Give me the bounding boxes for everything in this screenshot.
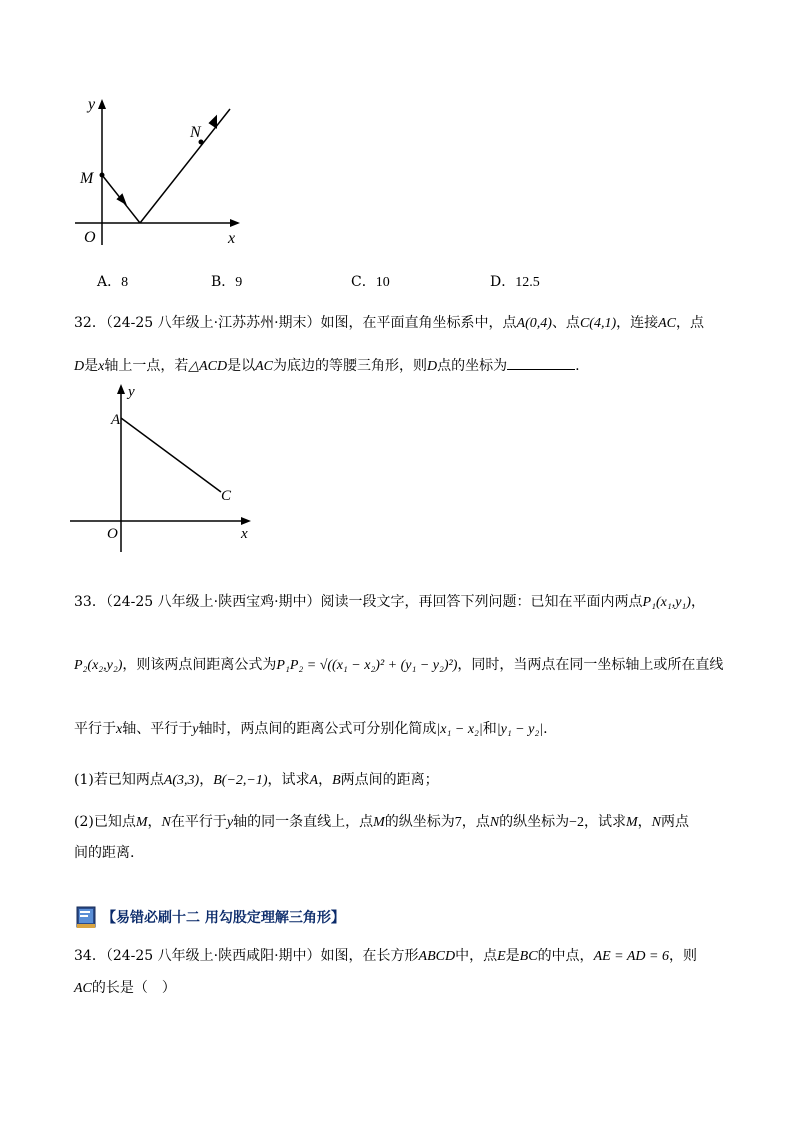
q32-triangle: △ACD <box>188 359 228 374</box>
q33-n-2: N <box>489 815 500 830</box>
figure-reflection-path <box>70 95 250 255</box>
q33-m-3: M <box>626 815 638 830</box>
q33-sub2-text-1: (2)已知点 <box>74 814 136 830</box>
q33-sub1-comma: ， <box>199 772 214 788</box>
q33-point-p2: P₂(x₂,y₂) <box>74 658 123 673</box>
q33-m: M <box>135 815 148 830</box>
q33-a: A <box>309 773 319 788</box>
q32-answer-blank[interactable] <box>507 357 575 370</box>
q33-sub2-text-5: ，点 <box>461 814 490 830</box>
section-header <box>74 903 345 931</box>
q33-text-4b: 轴、平行于 <box>122 721 193 737</box>
q33-text-4a: 平行于 <box>74 721 116 737</box>
q33-point-a: A(3,3) <box>163 773 200 788</box>
q33-line3 <box>74 719 548 740</box>
q33-sub2-text-8: 两点 <box>661 814 690 830</box>
q33-point-b: B(−2,−1) <box>213 773 268 788</box>
q34-text-4: 的中点， <box>537 948 594 964</box>
q33-sub2-comma-2: ， <box>637 814 652 830</box>
q33-and: 和 <box>482 721 497 737</box>
q32-number: 32． <box>74 315 106 331</box>
q33-sub2-text-4: 的纵坐标为 <box>384 814 455 830</box>
q34-line2 <box>74 978 176 999</box>
choice-c <box>351 272 390 293</box>
q34-line1 <box>74 946 697 967</box>
x-axis-label: x <box>241 526 248 542</box>
q34-ac: AC <box>74 981 92 996</box>
q33-text-3: ，同时，当两点在同一坐标轴上或所在直线 <box>457 657 724 673</box>
choice-d-label: D． <box>490 274 516 290</box>
figure-q32 <box>65 380 265 555</box>
q33-x: x <box>116 722 123 737</box>
q32-point-c: C(4,1) <box>579 316 617 331</box>
q32-text-6: 轴上一点，若 <box>104 358 189 374</box>
q33-source: （24-25 八年级上·陕西宝鸡·期中） <box>105 594 321 610</box>
q32-text-2: 、点 <box>551 315 580 331</box>
y-axis-label: y <box>128 384 135 400</box>
choice-d <box>490 272 540 293</box>
q33-sub1-text-3: 两点间的距离； <box>340 772 439 788</box>
q33-sub2-text-6: 的纵坐标为 <box>499 814 570 830</box>
choice-a <box>97 272 128 293</box>
q32-segment-ac: AC <box>658 316 676 331</box>
q33-sub2-comma: ， <box>147 814 162 830</box>
point-a-label: A <box>111 412 121 428</box>
q32-d-2: D <box>427 359 438 374</box>
book-icon <box>74 904 98 930</box>
choice-b <box>211 272 242 293</box>
q33-period: . <box>543 721 548 737</box>
q34-text-5: ，则 <box>668 948 697 964</box>
q33-y: y <box>192 722 199 737</box>
q32-text-8: 为底边的等腰三角形，则 <box>273 358 428 374</box>
q33-distance-formula: P₁P₂ = √((x₁ − x₂)² + (y₁ − y₂)²) <box>276 658 458 673</box>
q33-sub2-text-7: ，试求 <box>584 814 626 830</box>
y-axis-label: y <box>88 96 96 113</box>
q33-sub2-line2 <box>74 843 134 863</box>
q33-sub1-text-1: (1)若已知两点 <box>74 772 164 788</box>
q33-sub1 <box>74 770 439 791</box>
choice-c-value: 10 <box>375 275 390 290</box>
q33-sub2 <box>74 812 689 833</box>
q32-period: . <box>575 358 580 374</box>
q34-text-3: 是 <box>505 948 520 964</box>
choice-b-label: B． <box>211 274 236 290</box>
q34-text-1: 如图，在长方形 <box>320 948 419 964</box>
choice-d-value: 12.5 <box>515 275 540 290</box>
choice-a-value: 8 <box>121 275 129 290</box>
q33-sub1-text-2: ，试求 <box>267 772 310 788</box>
q33-sub2-text-2: 在平行于 <box>170 814 227 830</box>
q34-e: E <box>497 949 506 964</box>
choice-b-value: 9 <box>235 275 243 290</box>
q32-d: D <box>74 359 85 374</box>
q34-text-2: 中，点 <box>455 948 498 964</box>
q32-text-9: 点的坐标为 <box>437 358 508 374</box>
q33-sub1-comma-2: ， <box>318 772 333 788</box>
point-m-label: M <box>80 170 94 187</box>
q33-abs-x: |x₁ − x₂| <box>436 722 483 737</box>
q32-text-4: ，点 <box>676 315 704 331</box>
origin-label: O <box>84 229 96 246</box>
q33-text-2: ，则该两点间距离公式为 <box>122 657 277 673</box>
q33-text-4c: 轴时，两点间的距离公式可分别化简成 <box>198 721 437 737</box>
choice-a-label: A． <box>97 274 122 290</box>
q34-number: 34． <box>74 948 106 964</box>
q32-text-5: 是 <box>84 358 99 374</box>
q32-segment-ac-2: AC <box>255 359 274 374</box>
q33-sub2-text-9: 间的距离. <box>74 845 135 861</box>
q34-rectangle: ABCD <box>418 949 456 964</box>
q32-text-3: ，连接 <box>616 315 659 331</box>
q33-number: 33． <box>74 594 106 610</box>
q33-value-neg2: −2 <box>569 815 584 830</box>
q32-point-a: A(0,4) <box>516 316 552 331</box>
q32-line1 <box>74 313 704 334</box>
point-c-label: C <box>221 488 232 504</box>
q33-point-p1: P₁(x₁,y₁) <box>642 595 691 610</box>
section-title: 【易错必刷十二 用勾股定理解三角形】 <box>102 910 345 926</box>
q32-source: （24-25 八年级上·江苏苏州·期末） <box>105 315 321 331</box>
q34-equation: AE = AD = 6 <box>593 949 669 964</box>
q33-line2 <box>74 655 723 676</box>
q33-line1 <box>74 592 705 613</box>
q32-text-1: 如图，在平面直角坐标系中，点 <box>320 315 517 331</box>
q33-sub2-text-3: 轴的同一条直线上，点 <box>233 814 374 830</box>
origin-label: O <box>107 526 118 542</box>
q33-m-2: M <box>373 815 385 830</box>
q32-text-7: 是以 <box>227 358 256 374</box>
q32-line2 <box>74 356 580 377</box>
q33-value-7: 7 <box>454 815 462 830</box>
q33-n-3: N <box>651 815 662 830</box>
q33-text-1: 阅读一段文字，再回答下列问题：已知在平面内两点 <box>320 594 643 610</box>
choice-c-label: C． <box>351 274 376 290</box>
q34-text-6: 的长是（ ） <box>91 980 176 996</box>
q33-b: B <box>332 773 341 788</box>
q34-bc: BC <box>519 949 538 964</box>
q33-n: N <box>161 815 171 830</box>
x-axis-label: x <box>228 230 236 247</box>
q34-source: （24-25 八年级上·陕西咸阳·期中） <box>105 948 321 964</box>
q33-comma: ， <box>690 594 705 610</box>
point-n-label: N <box>190 124 201 141</box>
q33-sub2-y: y <box>226 815 234 830</box>
q32-x: x <box>98 359 105 374</box>
q33-abs-y: |y₁ − y₂| <box>496 722 544 737</box>
